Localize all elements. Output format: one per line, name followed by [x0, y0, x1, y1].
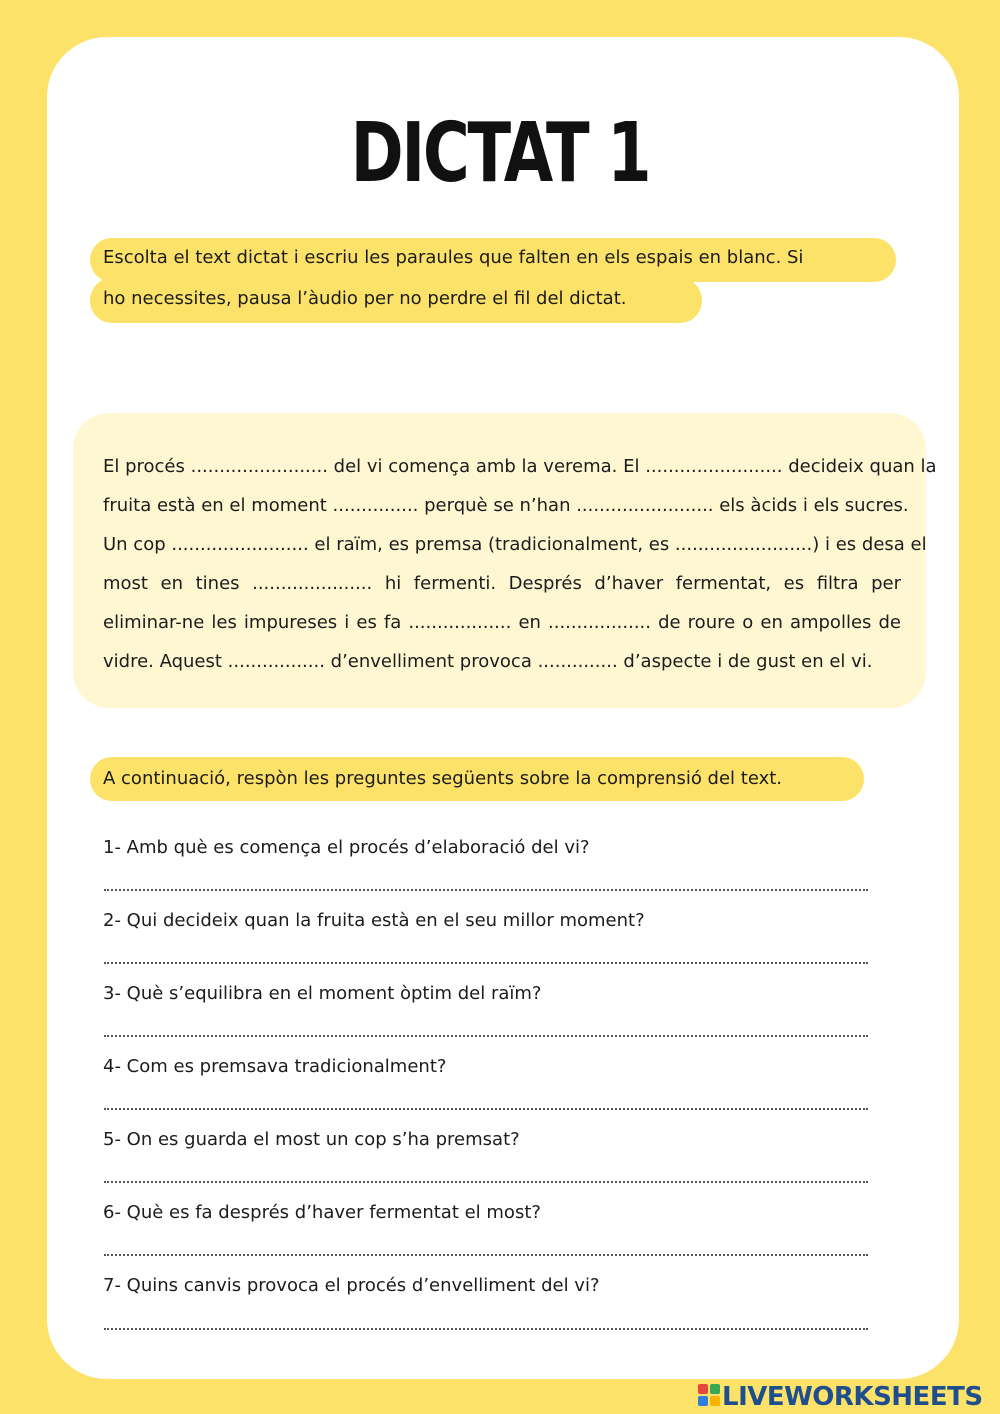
dictation-line: El procés ........................ del vi comença amb la verema. El ........................ decideix quan la — [103, 456, 937, 477]
answer-field-6[interactable] — [104, 1254, 868, 1256]
question-2: 2- Qui decideix quan la fruita està en el seu millor moment? — [103, 910, 645, 931]
question-1: 1- Amb què es comença el procés d’elaboració del vi? — [103, 837, 590, 858]
answer-field-1[interactable] — [104, 889, 868, 891]
answer-field-5[interactable] — [104, 1181, 868, 1183]
answer-field-4[interactable] — [104, 1108, 868, 1110]
question-6: 6- Què es fa després d’haver fermentat el most? — [103, 1202, 541, 1223]
dictation-line: most en tines ..................... hi fermenti. Després d’haver fermentat, es filtra per — [103, 573, 901, 594]
page-title: DICTAT 1 — [350, 106, 650, 201]
comprehension-prompt: A continuació, respòn les preguntes següents sobre la comprensió del text. — [90, 757, 864, 801]
instructions-line-1: Escolta el text dictat i escriu les paraules que falten en els espais en blanc. Si — [103, 247, 804, 268]
dictation-line: eliminar-ne les impureses i es fa .................. en .................. de roure o en ampolles de — [103, 612, 901, 633]
answer-field-2[interactable] — [104, 962, 868, 964]
question-7: 7- Quins canvis provoca el procés d’envelliment del vi? — [103, 1275, 600, 1296]
question-4: 4- Com es premsava tradicionalment? — [103, 1056, 447, 1077]
footer-branding[interactable] — [694, 1380, 994, 1414]
brand-name: LIVEWORKSHEETS — [722, 1382, 983, 1412]
answer-field-3[interactable] — [104, 1035, 868, 1037]
question-5: 5- On es guarda el most un cop s’ha premsat? — [103, 1129, 520, 1150]
answer-field-7[interactable] — [104, 1328, 868, 1330]
question-3: 3- Què s’equilibra en el moment òptim del raïm? — [103, 983, 542, 1004]
dictation-line: vidre. Aquest ................. d’envelliment provoca .............. d’aspecte i de gust en el vi. — [103, 651, 873, 672]
dictation-line: fruita està en el moment ............... perquè se n’han ........................ els àcids i els sucres. — [103, 495, 909, 516]
instructions-line-2: ho necessites, pausa l’àudio per no perdre el fil del dictat. — [103, 288, 627, 309]
dictation-line: Un cop ........................ el raïm, es premsa (tradicionalment, es ........................) i es desa el — [103, 534, 927, 555]
liveworksheets-logo-icon — [698, 1384, 720, 1406]
